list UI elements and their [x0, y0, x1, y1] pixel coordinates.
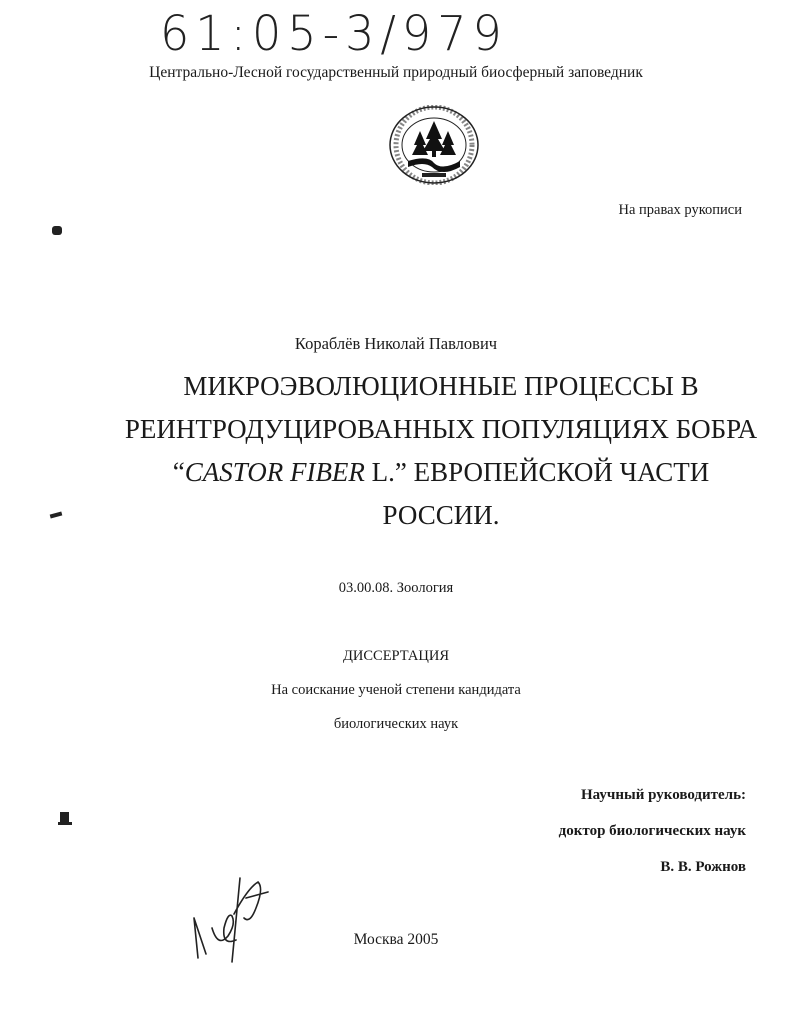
title-open-quote: “	[172, 457, 185, 487]
title-line-1: МИКРОЭВОЛЮЦИОННЫЕ ПРОЦЕССЫ В	[183, 371, 699, 401]
supervisor-degree: доктор биологических наук	[558, 823, 746, 839]
supervisor-name: В. В. Рожнов	[660, 859, 746, 875]
scan-mark	[50, 512, 63, 519]
scan-mark	[52, 226, 62, 235]
rights-notice: На правах рукописи	[618, 202, 742, 218]
title-latin-name: CASTOR FIBER	[184, 457, 365, 487]
document-type: ДИССЕРТАЦИЯ	[342, 648, 450, 664]
supervisor-label: Научный руководитель:	[581, 787, 746, 803]
author-name: Кораблёв Николай Павлович	[294, 334, 498, 353]
dissertation-title	[96, 365, 786, 537]
scan-mark	[60, 812, 69, 822]
institution-name: Центрально-Лесной государственный природный биосферный заповедник	[149, 64, 643, 81]
city-year: Москва 2005	[353, 931, 439, 948]
signature-icon	[188, 858, 278, 968]
title-line-3	[96, 451, 786, 494]
reserve-emblem-icon	[388, 105, 480, 185]
title-line-2: РЕИНТРОДУЦИРОВАННЫХ ПОПУЛЯЦИЯХ БОБРА	[124, 414, 758, 444]
title-line-4: РОССИИ.	[382, 500, 500, 530]
scan-mark	[58, 822, 72, 825]
degree-line-2: биологических наук	[333, 716, 459, 732]
archive-code: 61:05-3/979	[160, 4, 508, 62]
specialty-code: 03.00.08. Зоология	[338, 580, 454, 596]
title-line-3-rest: L.” ЕВРОПЕЙСКОЙ ЧАСТИ	[364, 457, 710, 487]
degree-line-1: На соискание ученой степени кандидата	[271, 682, 521, 698]
